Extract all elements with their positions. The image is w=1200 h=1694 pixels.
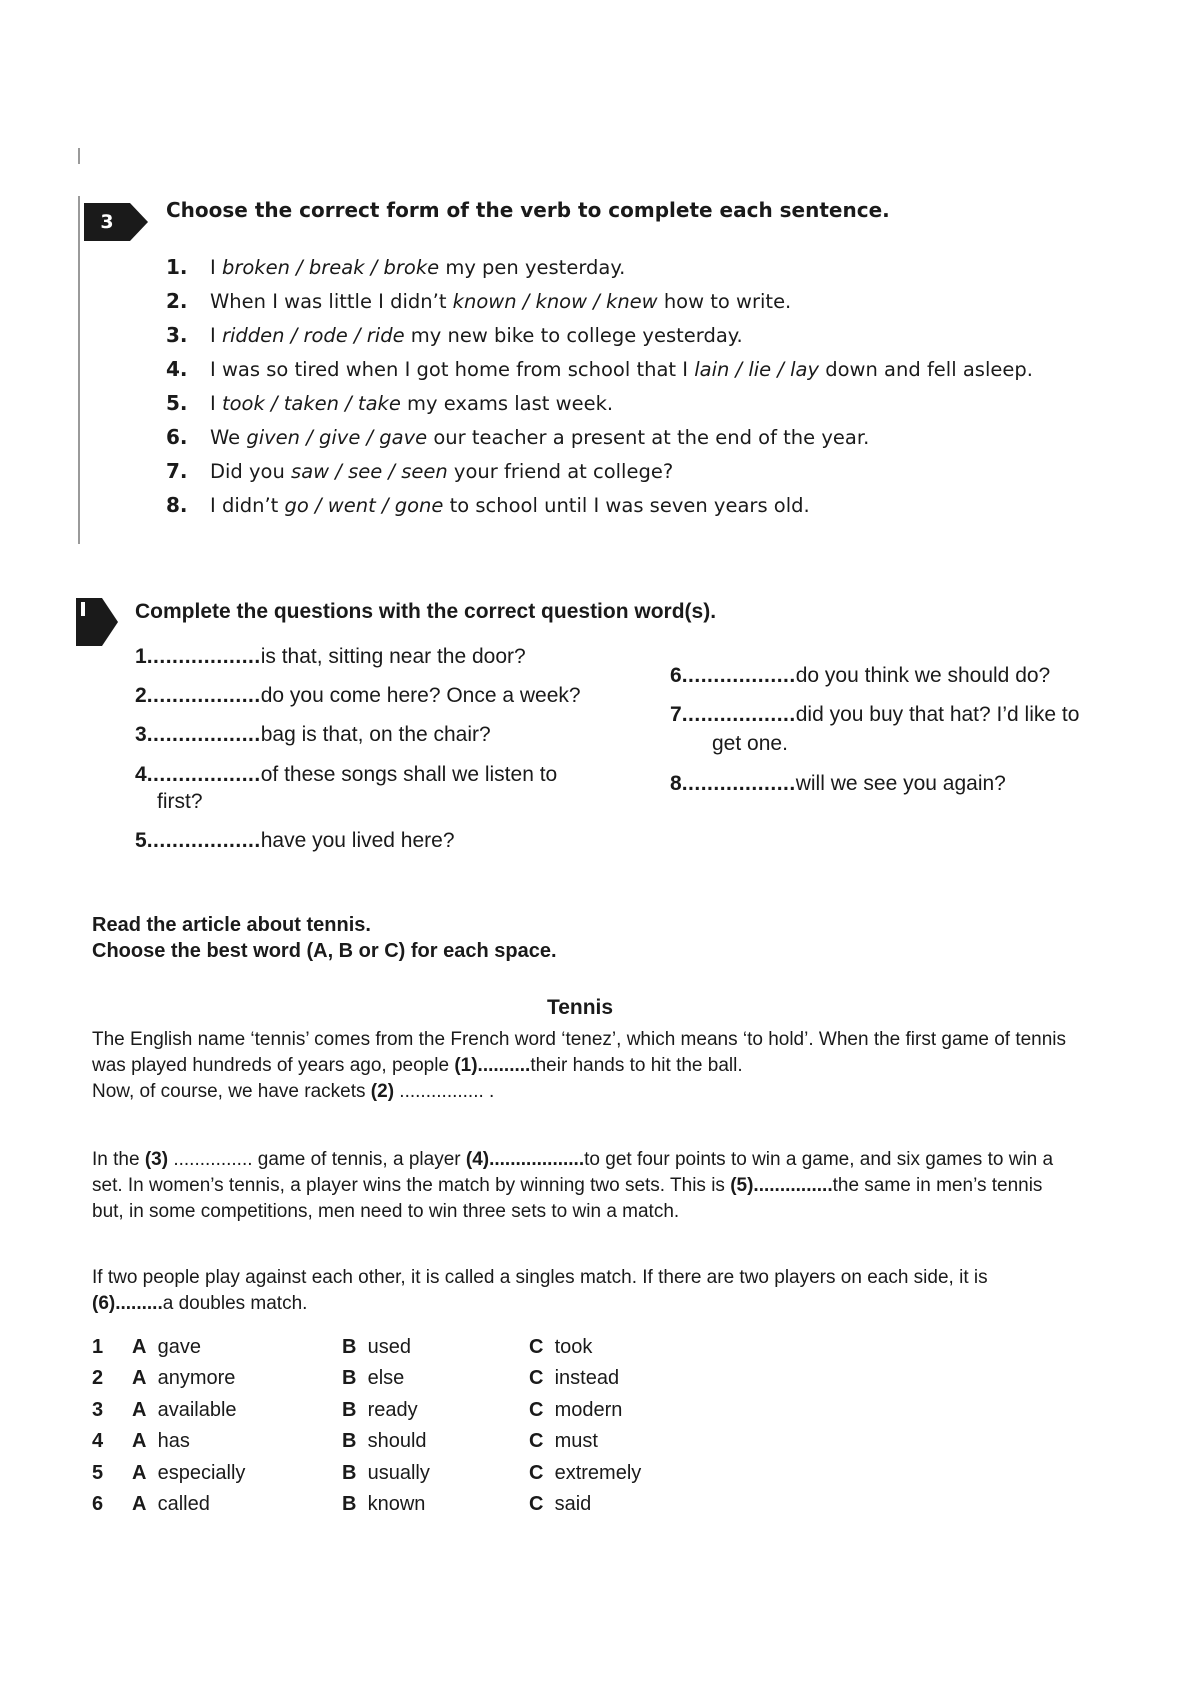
- item-number: 7.: [166, 459, 188, 483]
- item-number: 5.: [166, 391, 188, 415]
- margin-rule: [78, 196, 80, 544]
- question-item: [135, 684, 581, 708]
- article-paragraph-1: The English name ‘tennis’ comes from the French word ‘tenez’, which means ‘to hold’. When the first game of tennis was played hundreds of years ago, people (1)..........their hands to hit the ball. Now, of course, we have rackets (2) ................ .: [92, 1029, 1067, 1102]
- question-text: is that, sitting near the door?: [260, 645, 526, 668]
- sentence-start: I: [210, 256, 222, 279]
- sentence-end: your friend at college?: [447, 460, 674, 483]
- question-text: did you buy that hat? I’d like to: [795, 703, 1080, 726]
- option-b[interactable]: B should: [342, 1430, 427, 1452]
- option-a[interactable]: A gave: [132, 1336, 201, 1358]
- item-number: 4.: [166, 357, 188, 381]
- question-item: [670, 703, 1079, 727]
- sentence-end: my pen yesterday.: [439, 256, 626, 279]
- question-item: [135, 829, 455, 853]
- question-item: [135, 763, 557, 787]
- item-number: 6.: [166, 425, 188, 449]
- exercise-3-list: [166, 255, 1033, 527]
- sentence-item: [166, 425, 1033, 459]
- verb-choices[interactable]: lain / lie / lay: [694, 358, 820, 381]
- sentence-item: [166, 289, 1033, 323]
- question-text: have you lived here?: [260, 829, 455, 852]
- option-c[interactable]: C instead: [529, 1367, 620, 1389]
- question-text: will we see you again?: [795, 772, 1006, 795]
- item-number: 1: [135, 645, 147, 668]
- question-text: do you come here? Once a week?: [260, 684, 581, 707]
- answer-blank[interactable]: ..................: [146, 723, 261, 746]
- option-a[interactable]: A especially: [132, 1462, 246, 1484]
- sentence-end: how to write.: [657, 290, 792, 313]
- sentence-start: I: [210, 324, 222, 347]
- option-a[interactable]: A has: [132, 1430, 190, 1452]
- article-title: Tennis: [546, 996, 614, 1019]
- answer-blank[interactable]: ..................: [146, 829, 261, 852]
- question-text: do you think we should do?: [795, 664, 1051, 687]
- sentence-end: our teacher a present at the end of the year.: [427, 426, 870, 449]
- exercise-4-instruction: Complete the questions with the correct question word(s).: [135, 600, 717, 623]
- question-item: [670, 664, 1050, 688]
- sentence-item: [166, 493, 1033, 527]
- option-a[interactable]: A available: [132, 1399, 237, 1421]
- question-item: [670, 772, 1006, 796]
- verb-choices[interactable]: saw / see / seen: [291, 460, 448, 483]
- item-number: 3.: [166, 323, 188, 347]
- question-number: 4: [92, 1430, 104, 1452]
- item-number: 7: [670, 703, 682, 726]
- verb-choices[interactable]: go / went / gone: [284, 494, 444, 517]
- item-number: 4: [135, 763, 147, 786]
- verb-choices[interactable]: ridden / rode / ride: [221, 324, 405, 347]
- option-b[interactable]: B else: [342, 1367, 405, 1389]
- answer-blank[interactable]: ..................: [146, 763, 261, 786]
- sentence-end: down and fell asleep.: [819, 358, 1033, 381]
- answer-blank[interactable]: ..................: [146, 645, 261, 668]
- item-number: 8.: [166, 493, 188, 517]
- item-number: 8: [670, 772, 682, 795]
- answer-blank[interactable]: ..................: [681, 703, 796, 726]
- question-number: 5: [92, 1462, 104, 1484]
- item-number: 3: [135, 723, 147, 746]
- sentence-item: [166, 255, 1033, 289]
- question-item: [135, 723, 491, 747]
- item-number: 2: [135, 684, 147, 707]
- option-c[interactable]: C extremely: [529, 1462, 642, 1484]
- question-text: of these songs shall we listen to: [260, 763, 558, 786]
- verb-choices[interactable]: given / give / gave: [246, 426, 428, 449]
- question-continuation: get one.: [712, 732, 788, 755]
- answer-blank[interactable]: ..................: [681, 664, 796, 687]
- sentence-item: [166, 323, 1033, 357]
- sentence-end: my new bike to college yesterday.: [404, 324, 743, 347]
- sentence-start: Did you: [210, 460, 292, 483]
- sentence-start: I didn’t: [210, 494, 285, 517]
- question-number: 1: [92, 1336, 104, 1358]
- article-paragraph-3: If two people play against each other, it is called a singles match. If there are two players on each side, it is (6).........a doubles match.: [92, 1267, 988, 1314]
- sentence-end: my exams last week.: [400, 392, 614, 415]
- question-item: [135, 645, 526, 669]
- item-number: 6: [670, 664, 682, 687]
- option-a[interactable]: A called: [132, 1493, 210, 1515]
- option-b[interactable]: B used: [342, 1336, 411, 1358]
- exercise-number: 3: [100, 211, 114, 233]
- sentence-item: [166, 357, 1033, 391]
- margin-rule: [78, 148, 80, 164]
- question-number: 2: [92, 1367, 104, 1389]
- answer-blank[interactable]: ..................: [146, 684, 261, 707]
- sentence-start: When I was little I didn’t: [210, 290, 453, 313]
- item-number: 1.: [166, 255, 188, 279]
- sentence-item: [166, 391, 1033, 425]
- option-a[interactable]: A anymore: [132, 1367, 236, 1389]
- option-c[interactable]: C took: [529, 1336, 593, 1358]
- verb-choices[interactable]: broken / break / broke: [221, 256, 440, 279]
- item-number: 2.: [166, 289, 188, 313]
- reading-instruction-2: Choose the best word (A, B or C) for each space.: [92, 940, 557, 962]
- article-paragraph-2: In the (3) ............... game of tennis, a player (4)..................to get four points to win a game, and six games to win a set. In women’s tennis, a player wins the match by winning two sets. This is (5)...............the same in men’s tennis but, in some competitions, men need to win three sets to win a match.: [92, 1149, 1054, 1222]
- sentence-item: [166, 459, 1033, 493]
- option-b[interactable]: B ready: [342, 1399, 418, 1421]
- exercise-number-badge: [76, 598, 118, 646]
- option-c[interactable]: C must: [529, 1430, 598, 1452]
- item-number: 5: [135, 829, 147, 852]
- question-text: bag is that, on the chair?: [260, 723, 491, 746]
- option-b[interactable]: B known: [342, 1493, 426, 1515]
- question-number: 3: [92, 1399, 104, 1421]
- question-number: 6: [92, 1493, 104, 1515]
- sentence-start: We: [210, 426, 247, 449]
- sentence-start: I: [210, 392, 222, 415]
- exercise-3-instruction: Choose the correct form of the verb to complete each sentence.: [166, 198, 890, 222]
- question-continuation: first?: [157, 790, 203, 813]
- option-c[interactable]: C said: [529, 1493, 592, 1515]
- verb-choices[interactable]: took / taken / take: [221, 392, 401, 415]
- sentence-end: to school until I was seven years old.: [443, 494, 810, 517]
- sentence-start: I was so tired when I got home from school that I: [210, 358, 695, 381]
- reading-instruction-1: Read the article about tennis.: [92, 914, 371, 936]
- option-c[interactable]: C modern: [529, 1399, 623, 1421]
- answer-blank[interactable]: ..................: [681, 772, 796, 795]
- verb-choices[interactable]: known / know / knew: [452, 290, 658, 313]
- option-b[interactable]: B usually: [342, 1462, 430, 1484]
